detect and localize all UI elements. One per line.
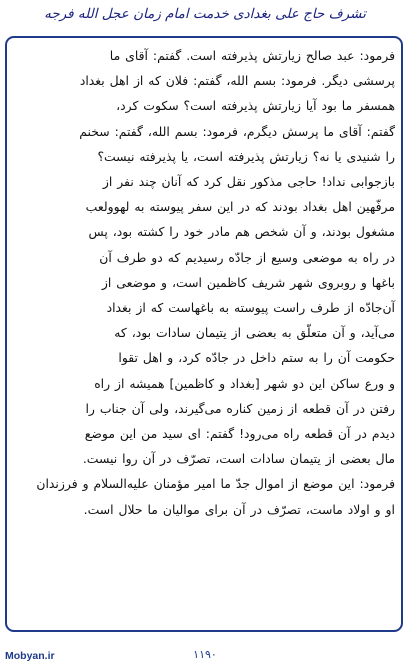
text-line: را شنیدی یا نه؟ زیارتش پذیرفته است، یا پذیرفته نیست؟ [97, 148, 395, 164]
text-line: رفتن در آن قطعه از زمین کناره می‌گیرند، ولی آن جناب را [85, 400, 395, 416]
text-line: مرفّهین اهل بغداد بودند که در این سفر پیوسته به لهوولعب [85, 199, 395, 215]
text-line: حکومت آن را به ستم داخل در جادّه کرد، و اهل تقوا [118, 350, 395, 366]
text-line: دیدم در آن قطعه راه می‌رود! گفتم: ای سید من این موضع [84, 426, 395, 442]
page-number: ۱۱۹۰ [193, 648, 217, 661]
text-line: گفتم: آقای ما پرسش دیگرم، فرمود: بسم الله، گفتم: سخنم [79, 123, 395, 139]
text-line: باغها و روبروی شهر شریف کاظمین است، و موضعی از [101, 274, 395, 290]
page-header [0, 0, 410, 38]
text-line: فرمود: عبد صالح زیارتش پذیرفته است. گفتم: آقای ما [109, 48, 395, 63]
text-line: و ورع ساکن این دو شهر [بغداد و کاظمین] همیشه از راه [94, 375, 395, 391]
text-line: فرمود: این موضع از اموال جدّ ما امیر مؤمنان علیه‌السلام و فرزندان [36, 476, 395, 492]
text-line: همسفر ما بود آیا زیارتش پذیرفته است؟ سکوت کرد، [116, 98, 395, 114]
text-line: می‌آید، و آن متعلّق به بعضی از یتیمان سادات بود، که [114, 325, 395, 341]
text-line: آن‌جادّه از طرف راست پیوسته به باغهاست که از بغداد [106, 300, 395, 316]
site-watermark: Mobyan.ir [5, 650, 55, 662]
text-line: مال بعضی از یتیمان سادات است، تصرّف در آن روا نیست. [82, 451, 395, 467]
text-line: پرسشی دیگر. فرمود: بسم الله، گفتم: فلان که از اهل بغداد [79, 73, 395, 89]
text-line: مشغول بودند، و آن شخص هم مادر خود را کشته بود، پس [88, 224, 395, 240]
text-line: او و اولاد ماست، تصرّف در آن برای موالیان ما حلال است. [83, 501, 395, 517]
text-line: در راه به موضعی وسیع از جادّه رسیدیم که دو طرف آن [99, 249, 395, 265]
body-text [15, 43, 395, 522]
running-title: تشرف حاج علی بغدادی خدمت امام زمان عجل الله فرجه [44, 6, 366, 22]
text-line: بازجوابی نداد! حاجی مذکور نقل کرد که آنان چند نفر از [102, 174, 395, 190]
